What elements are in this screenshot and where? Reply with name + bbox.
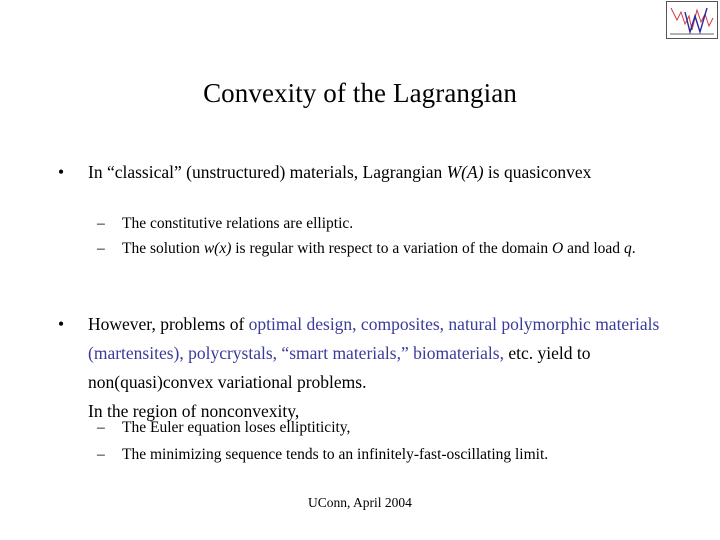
bullet-classical-materials bbox=[58, 158, 658, 187]
bullet-marker: • bbox=[58, 314, 65, 334]
sub-item-text-mid: is regular with respect to a variation of the domain bbox=[231, 240, 553, 257]
dash-marker: – bbox=[97, 215, 105, 232]
sub-item-text: The solution bbox=[122, 240, 204, 257]
sub-item-euler-equation bbox=[97, 416, 677, 439]
bullet-text-line2: In the region of nonconvexity, bbox=[88, 401, 300, 421]
domain-symbol: O bbox=[552, 240, 564, 257]
bullet-text: However, problems of bbox=[88, 314, 249, 334]
dash-marker: – bbox=[97, 446, 105, 463]
lagrangian-symbol: W(A) bbox=[446, 162, 484, 182]
highlighted-topics: optimal design, composites, natural polymorphic materials (martensites), polycrystals, “smart materials,” biomaterials, bbox=[88, 314, 660, 363]
logo bbox=[666, 1, 718, 39]
bullet-text-end: etc. yield to non(quasi)convex variational problems. bbox=[88, 343, 591, 392]
logo-graph-icon bbox=[667, 2, 717, 38]
sub-item-minimizing-sequence bbox=[97, 443, 677, 466]
sub-item-text-end: . bbox=[631, 240, 636, 257]
sub-item-text: The minimizing sequence tends to an infinitely-fast-oscillating limit. bbox=[122, 446, 549, 463]
sub-item-text: The constitutive relations are elliptic. bbox=[122, 215, 354, 232]
load-symbol: q bbox=[623, 240, 632, 257]
sub-item-text-post: and load bbox=[563, 240, 624, 257]
bullet-text: In “classical” (unstructured) materials, Lagrangian bbox=[88, 162, 447, 182]
sub-item-text: The Euler equation loses elliptiticity, bbox=[122, 419, 351, 436]
solution-symbol: w(x) bbox=[203, 240, 232, 257]
bullet-marker: • bbox=[58, 162, 65, 182]
sub-item-elliptic bbox=[97, 212, 657, 235]
page-title: Convexity of the Lagrangian bbox=[203, 78, 517, 108]
footer: UConn, April 2004 bbox=[308, 495, 412, 510]
dash-marker: – bbox=[97, 419, 105, 436]
bullet-nonconvex-problems bbox=[58, 310, 678, 426]
dash-marker: – bbox=[97, 240, 105, 257]
sub-item-regular-solution bbox=[97, 237, 657, 260]
bullet-text-end: is quasiconvex bbox=[483, 162, 592, 182]
